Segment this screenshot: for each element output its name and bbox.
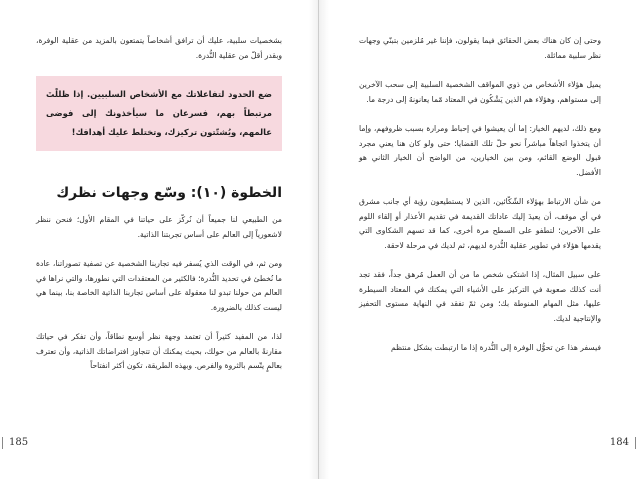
body-paragraph: وحتى إن كان هناك بعض الحقائق فيما يقولون، فإننا غير مُلزمين بتبنّي وجهات نظر سلبية مماثلة.: [359, 36, 601, 60]
body-paragraph: من شأن الارتباط بهؤلاء الشّكّائين، الذين لا يستطيعون رؤية أي جانب مشرق في أي موقف، أن يعيدَ إليك عاداتك القديمة في تقديم الأعذار أو إلقاء اللوم على الآخرين؛ لتطفو على السطح مرة أخرى، كما قد تسهم الشكاوى التي يقدمها هؤلاء في تطوير عقلية النُّدرة لديهم، ثم لديك في مرحلة لاحقة.: [359, 197, 601, 250]
body-paragraph: ومن ثم، في الوقت الذي يُسفر فيه تجاربنا الشخصية عن تصفية تصوراتنا، عادة ما نُخطئ في تحديد النُّدرة؛ فالكثير من المعتقدات التي نطورها، والتي نراها في العالم من حولنا تبدو لنا معقولة على أساس تجاربنا الذاتية الخاصة بنا، بينما هي ليست كذلك بالضرورة.: [36, 259, 282, 312]
step-heading: الخطوة (١٠): وسّع وجهات نظرك: [56, 185, 282, 201]
body-paragraph: يميل هؤلاء الأشخاص من ذوي المواقف الشخصية السلبية إلى سحب الآخرين إلى مستواهم، وهؤلاء هم الذين يَشْكُون في المعتاد مّما يعانونهُ إلى درجة ما.: [359, 80, 601, 104]
right-page: [319, 0, 638, 479]
intro-paragraph: بشخصيات سلبية، عليك أن ترافق أشخاصاً يتمتعون بالمزيد من عقلية الوفرة، وبقدر أقلّ من عقلية النُّدرة.: [36, 36, 282, 60]
body-paragraph: فيسفر هذا عن تحوُّل الوفرة إلى النُّدرة إذا ما ارتبطت بشكل منتظم: [390, 343, 601, 352]
right-page-text-column: [359, 34, 601, 371]
body-paragraph: على سبيل المثال، إذا اشتكى شخص ما من أن العمل مُرهق جداً، فقد تجد أنت كذلك صعوبة في التركيز على الأشياء التي يمكنك في المعتاد السيطرة عليها، مثل المهام المنوطة بك؛ ومن ثمّ تفقد في النهاية مستوى التحفيز والإنتاجية لديك.: [359, 270, 601, 323]
body-paragraph: لذا، من المفيد كثيراً أن تعتمد وجهة نظر أوسع نطاقاً، وأن تفكر في حياتك مقارنةً بالعالم من حولك، بحيث يمكنك أن تتجاوز افتراضاتك الذاتية، وأن تعترف بعالمٍ يتّسم بالثروة والفرص. وبهذه الطريقة، تكون أكثر انفتاحاً: [36, 332, 282, 370]
body-paragraph: ومع ذلك، لديهم الخيار: إما أن يعيشوا في إحباط ومرارة بسبب ظروفهم، وإما أن يتخذوا اتجاهاً مباشراً نحو حلّ تلك القضايا؛ حتى ولو كان هنا يعني مجرد قبول الوضع القائم، ومن بين الخيارين، من الواضح أن الخيار الثاني هو الأفضل.: [359, 124, 601, 177]
page-number: 185: [2, 437, 34, 449]
body-paragraph: من الطبيعي لنا جميعاً أن نُركّز على حياتنا في المقام الأول؛ فنحن ننظر لاشعورياً إلى العالم على أساس تجربتنا الذاتية.: [36, 215, 282, 239]
page-number: 184: [604, 437, 636, 449]
left-page-text-column: [36, 34, 282, 389]
highlight-box: ضع الحدود لتفاعلاتك مع الأشخاص السلبيين. إذا ظللْتَ مرتبطاً بهم، فسرعان ما سيأخذونك إلى فوضى عالمهم، ويُشتّتون تركيزك، وتختلط عليك أهدافك!: [36, 76, 282, 151]
